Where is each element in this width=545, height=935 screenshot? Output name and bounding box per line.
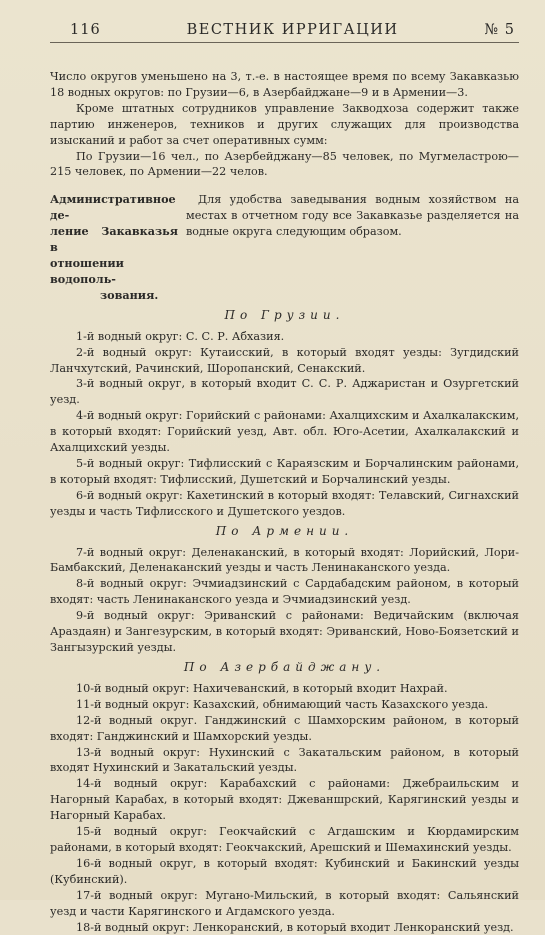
section-block: [50, 192, 519, 303]
district-entry: 1-й водный округ: С. С. Р. Абхазия.: [50, 329, 519, 345]
region-heading: По Азербайджану.: [50, 660, 519, 675]
intro-block: [50, 69, 519, 180]
district-entry: 4-й водный округ: Горийский с районами: Ахалцихским и Ахалкалакским, в который входят: Горийский уезд, Авт. обл. Юго-Асетии, Ахалкалакский и Ахалцихский уезды.: [50, 408, 519, 456]
region-armenia: [50, 524, 519, 656]
district-entry: 15-й водный округ: Геокчайский с Агдашским и Кюрдамирским районами, в который входят: Геокчакский, Арешский и Шемахинский уезды.: [50, 824, 519, 856]
section-text: Для удобства заведывания водным хозяйством на местах в отчетном году все Закавказье разделяется на водные округа следующим образом.: [186, 192, 519, 303]
district-entry: 8-й водный округ: Эчмиадзинский с Сардабадским районом, в который входят: часть Ленинаканского уезда и Эчмиадзинский уезд.: [50, 576, 519, 608]
intro-paragraph: По Грузии—16 чел., по Азербейджану—85 человек, по Мугмеластрою—215 человек, по Армении—22 челов.: [50, 149, 519, 181]
side-heading-line: ление Закавказья в: [50, 224, 178, 256]
district-entry: 2-й водный округ: Кутаисский, в который входят уезды: Зугдидский Ланчхутский, Рачинский, Шоропанский, Сенакский.: [50, 345, 519, 377]
district-entry: 12-й водный округ. Ганджинский с Шамхорским районом, в который входят: Ганджинский и Шамхорский уезды.: [50, 713, 519, 745]
district-entry: 16-й водный округ, в который входят: Кубинский и Бакинский уезды (Кубинский).: [50, 856, 519, 888]
page-number: 116: [70, 22, 101, 38]
journal-title: ВЕСТНИК ИРРИГАЦИИ: [187, 22, 399, 38]
intro-paragraph: Число округов уменьшено на 3, т.-е. в настоящее время по всему Закавказью 18 водных округов: по Грузии—6, в Азербайджане—9 и в Армении—3.: [50, 69, 519, 101]
page-header: [50, 22, 519, 43]
district-entry: 9-й водный округ: Эриванский с районами: Ведичайским (включая Араздаян) и Зангезурским, в который входят: Эриванский, Ново-Боязетский и Зангызурский уезды.: [50, 608, 519, 656]
region-azerbaijan: [50, 660, 519, 935]
side-heading-line: Административное де-: [50, 192, 178, 224]
district-entry: 11-й водный округ: Казахский, обнимающий часть Казахского уезда.: [50, 697, 519, 713]
district-entry: 10-й водный округ: Нахичеванский, в который входит Нахрай.: [50, 681, 519, 697]
district-entry: 7-й водный округ: Деленаканский, в который входят: Лорийский, Лори-Бамбакский, Деленаканский уезды и часть Ленинаканского уезда.: [50, 545, 519, 577]
district-entry: 5-й водный округ: Тифлисский с Караязским и Борчалинским районами, в который входят: Тифлисский, Душетский и Борчалинский уезды.: [50, 456, 519, 488]
district-entry: 6-й водный округ: Кахетинский в который входят: Телавский, Сигнахский уезды и часть Тифлисского и Душетского уездов.: [50, 488, 519, 520]
district-entry: 14-й водный округ: Карабахский с районами: Джебраильским и Нагорный Карабах, в который входят: Джеваншрский, Карягинский уезды и Нагорный Карабах.: [50, 776, 519, 824]
issue-number: № 5: [484, 22, 515, 38]
intro-paragraph: Кроме штатных сотрудников управление Закводхоза содержит также партию инженеров, техников и других служащих для производства изысканий и работ за счет оперативных сумм:: [50, 101, 519, 149]
region-georgia: [50, 308, 519, 520]
district-entry: 13-й водный округ: Нухинский с Закатальским районом, в который входят Нухинский и Закатальский уезды.: [50, 745, 519, 777]
side-heading-line: отношении водополь-: [50, 256, 178, 288]
district-entry: 3-й водный округ, в который входит С. С. Р. Аджаристан и Озургетский уезд.: [50, 376, 519, 408]
region-heading: По Грузии.: [50, 308, 519, 323]
district-entry: 18-й водный округ: Ленкоранский, в который входит Ленкоранский уезд.: [50, 920, 519, 935]
district-entry: 17-й водный округ: Мугано-Мильский, в который входят: Сальянский уезд и части Карягинского и Агдамского уезда.: [50, 888, 519, 920]
section-side-heading: [50, 192, 178, 303]
region-heading: По Армении.: [50, 524, 519, 539]
side-heading-line: зования.: [50, 288, 178, 304]
